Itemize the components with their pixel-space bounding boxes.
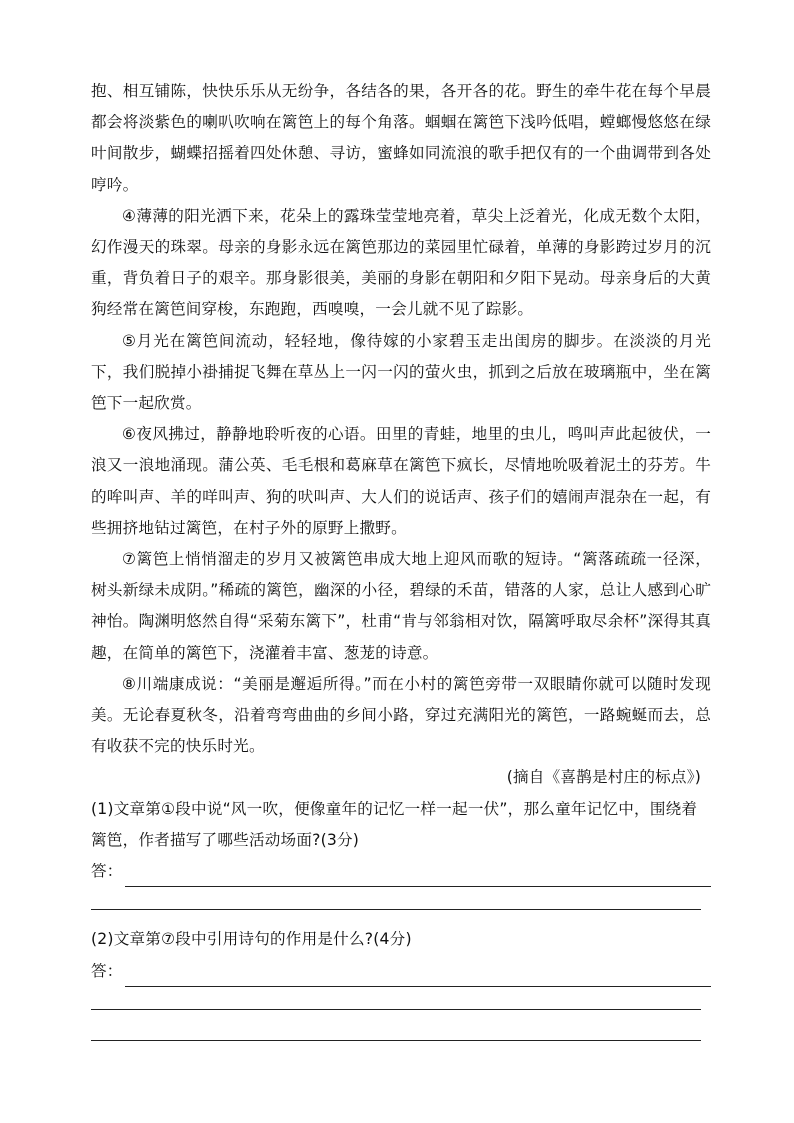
paragraph-continued: 抱、相互铺陈，快快乐乐从无纷争，各结各的果，各开各的花。野生的牵牛花在每个早晨都会将淡紫色的喇叭吹响在篱笆上的每个角落。蝈蝈在篱笆下浅吟低唱，螳螂慢悠悠在绿叶间散步，蝴蝶招摇着四处休憩、寻访，蜜蜂如同流浪的歌手把仅有的一个曲调带到各处哼吟。 — [91, 82, 711, 194]
answer-2-label: 答： — [91, 961, 123, 980]
paragraph-5: ⑤月光在篱笆间流动，轻轻地，像待嫁的小家碧玉走出闺房的脚步。在淡淡的月光下，我们脱掉小褂捕捉飞舞在草丛上一闪一闪的萤火虫，抓到之后放在玻璃瓶中，坐在篱笆下一起欣赏。 — [91, 331, 711, 413]
answer-1-row[interactable] — [91, 856, 711, 887]
question-2-text: (2)文章第⑦段中引用诗句的作用是什么?(4分) — [91, 930, 412, 949]
answer-2-line[interactable] — [125, 964, 711, 987]
answer-1-line-2[interactable] — [91, 887, 711, 918]
answer-2-row[interactable] — [91, 956, 711, 987]
answer-2-line-3[interactable] — [91, 1018, 711, 1049]
paragraph-6: ⑥夜风拂过，静静地聆听夜的心语。田里的青蛙，地里的虫儿，鸣叫声此起彼伏，一浪又一浪地涌现。蒲公英、毛毛根和葛麻草在篱笆下疯长，尽情地吮吸着泥土的芬芳。牛的哞叫声、羊的咩叫声、狗的吠叫声、大人们的说话声、孩子们的嬉闹声混杂在一起，有些拥挤地钻过篱笆，在村子外的原野上撒野。 — [91, 425, 711, 537]
answer-2-line-2[interactable] — [91, 987, 711, 1018]
paragraph-4: ④薄薄的阳光洒下来，花朵上的露珠莹莹地亮着，草尖上泛着光，化成无数个太阳，幻作漫天的珠翠。母亲的身影永远在篱笆那边的菜园里忙碌着，单薄的身影跨过岁月的沉重，背负着日子的艰辛。那身影很美，美丽的身影在朝阳和夕阳下晃动。母亲身后的大黄狗经常在篱笆间穿梭，东跑跑，西嗅嗅，一会儿就不见了踪影。 — [91, 206, 711, 319]
answer-1-line[interactable] — [125, 864, 711, 887]
paragraph-8: ⑧川端康成说：“美丽是邂逅所得。”而在小村的篱笆旁带一双眼睛你就可以随时发现美。无论春夏秋冬，沿着弯弯曲曲的乡间小路，穿过充满阳光的篱笆，一路蜿蜒而去，总有收获不完的快乐时光。 — [91, 674, 711, 756]
question-1 — [91, 794, 711, 919]
answer-1-label: 答： — [91, 862, 123, 881]
question-1-text: (1)文章第①段中说“风一吹，便像童年的记忆一样一起一伏”，那么童年记忆中，围绕着篱笆，作者描写了哪些活动场面?(3分) — [91, 799, 698, 849]
paragraph-7: ⑦篱笆上悄悄溜走的岁月又被篱笆串成大地上迎风而歌的短诗。“篱落疏疏一径深，树头新绿未成阴。”稀疏的篱笆，幽深的小径，碧绿的禾苗，错落的人家，总让人感到心旷神怡。陶渊明悠然自得“采菊东篱下”，杜甫“肯与邻翁相对饮，隔篱呼取尽余杯”深得其真趣，在简单的篱笆下，浇灌着丰富、葱茏的诗意。 — [91, 550, 711, 662]
question-2 — [91, 924, 711, 1049]
article-body — [91, 76, 711, 1049]
source-citation: (摘自《喜鹊是村庄的标点》) — [506, 768, 701, 787]
